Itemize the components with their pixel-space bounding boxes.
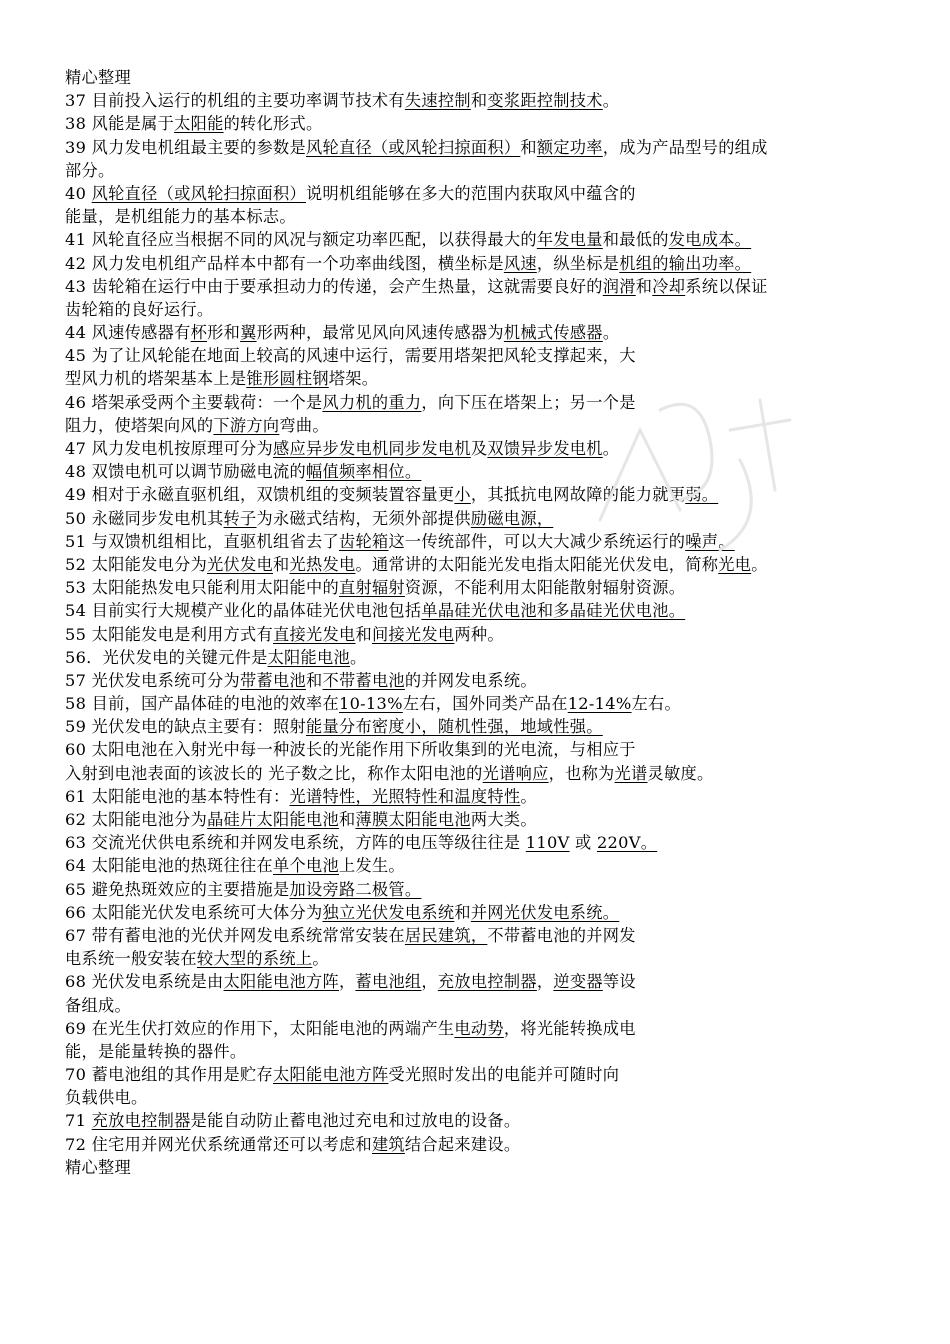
document-page — [65, 66, 895, 1179]
answer-underlined: 弱。 — [685, 485, 719, 505]
line-text: 。 — [602, 439, 620, 458]
text-line — [65, 623, 895, 646]
answer-underlined: 下游方向 — [213, 415, 280, 435]
answer-underlined: 失速控制 — [404, 91, 471, 111]
text-line — [65, 367, 895, 390]
text-line — [65, 1040, 895, 1063]
line-text: 52 太阳能发电分为 — [65, 554, 208, 574]
line-text: 48 双馈电机可以调节励磁电流的 — [65, 462, 306, 482]
line-text: 。通常讲的太阳能光发电指太阳能光伏发电，简称 — [355, 554, 719, 574]
line-text: 50 永磁同步发电机其 — [65, 508, 224, 528]
line-text: 69 在光生伏打效应的作用下，太阳能电池的两端产生 — [65, 1018, 455, 1038]
answer-underlined: 杯 — [190, 323, 208, 343]
answer-underlined: 带蓄电池 — [240, 670, 306, 690]
line-text: 结合起来建设。 — [404, 1134, 521, 1154]
answer-underlined: 加设旁路二极管。 — [289, 879, 422, 899]
line-text: ，向下压在塔架上；另一个是 — [421, 392, 636, 412]
line-text: 。 — [312, 949, 329, 969]
answer-underlined: 蓄电池组 — [355, 972, 422, 992]
line-text: 两大类。 — [470, 810, 537, 829]
line-text: 形两种，最常见风向风速传感器为 — [256, 323, 504, 343]
line-text: 51 与双馈机组相比，直驱机组省去了 — [65, 531, 339, 551]
answer-underlined: 风力机的重力 — [322, 392, 422, 412]
text-line — [65, 553, 895, 576]
line-text: 。 — [602, 323, 620, 343]
line-text: 的并网发电系统。 — [404, 670, 537, 690]
page-footer: 精心整理 — [65, 1157, 131, 1177]
answer-underlined: 润滑 — [602, 276, 636, 296]
answer-underlined: 感应异步发电机同步发电机 — [273, 439, 471, 458]
line-text: 57 光伏发电系统可分为 — [65, 670, 241, 690]
line-text: 形和 — [207, 323, 241, 343]
line-text: 38 风能是属于 — [65, 114, 175, 134]
text-line — [65, 1086, 895, 1109]
line-text: 。 — [520, 786, 537, 806]
answer-underlined: 光热发电 — [289, 554, 356, 574]
line-text: 灵敏度。 — [647, 763, 714, 783]
line-text: 65 避免热斑效应的主要措施是 — [65, 879, 290, 899]
answer-underlined: 齿轮箱 — [338, 531, 389, 551]
text-line — [65, 159, 895, 182]
answer-underlined: 10-13% — [338, 694, 403, 714]
line-text: 负载供电。 — [65, 1088, 148, 1108]
answer-underlined: 单晶硅光伏电池和多晶硅光伏电池。 — [421, 601, 686, 621]
answer-underlined: 太阳能 — [174, 114, 224, 134]
line-text: 56．光伏发电的关键元件是 — [65, 647, 268, 667]
line-text: 这一传统部件，可以大大减少系统运行的 — [388, 531, 686, 551]
line-text: ，将光能转换成电 — [503, 1018, 636, 1038]
line-text: 67 带有蓄电池的光伏并网发电系统常常安装在 — [65, 925, 405, 945]
line-text: 58 目前，国产晶体硅的电池的效率在 — [65, 694, 339, 714]
line-text: 45 为了让风轮能在地面上较高的风速中运行，需要用塔架把风轮支撑起来，大 — [65, 346, 636, 366]
line-text: 受光照时发出的电能并可随时向 — [388, 1065, 620, 1085]
answer-underlined: 能量分布密度小，随机性强，地域性强。 — [305, 717, 603, 737]
text-line — [65, 831, 895, 854]
answer-underlined: 直射辐射 — [338, 578, 405, 598]
text-line — [65, 89, 895, 112]
line-text: 型风力机的塔架基本上是 — [65, 369, 247, 389]
line-text: 左右，国外同类产品在 — [402, 694, 568, 714]
text-line — [65, 136, 895, 159]
answer-underlined: 翼 — [240, 323, 257, 343]
line-text: 71 — [65, 1111, 92, 1131]
text-line — [65, 762, 895, 785]
line-text: 左右。 — [631, 694, 682, 714]
text-line — [65, 1017, 895, 1040]
line-text: 42 风力发电机组产品样本中都有一个功率曲线图，横坐标是 — [65, 253, 504, 273]
line-text: 备组成。 — [65, 995, 131, 1015]
line-text: 和 — [454, 902, 471, 922]
line-text: 阻力，使塔架向风的 — [65, 415, 214, 435]
line-text: 59 光伏发电的缺点主要有：照射 — [65, 717, 306, 737]
answer-underlined: 机组的输出功率。 — [619, 253, 752, 273]
text-line — [65, 576, 895, 599]
line-text: ，其抵抗电网故障的能力就更 — [470, 485, 686, 505]
text-line — [65, 854, 895, 877]
answer-underlined: 小 — [454, 485, 471, 505]
line-text: 和最低的 — [602, 230, 669, 250]
text-line — [65, 391, 895, 414]
line-text: 部分。 — [65, 160, 115, 180]
line-text: 61 太阳能电池的基本特性有： — [65, 786, 290, 806]
line-text: 能量，是机组能力的基本标志。 — [65, 207, 296, 227]
answer-underlined: 双馈异步发电机 — [487, 439, 603, 458]
text-line — [65, 785, 895, 808]
answer-underlined: 充放电控制器 — [91, 1111, 191, 1131]
line-text: 和 — [635, 276, 653, 296]
line-text: 和 — [338, 810, 356, 829]
answer-underlined: 并网光伏发电系统。 — [470, 902, 620, 922]
line-text: 或 — [569, 833, 597, 853]
line-text: 62 太阳能电池分为 — [65, 810, 208, 829]
line-text: 和 — [470, 91, 488, 111]
line-text: 41 风轮直径应当根据不同的风况与额定功率匹配，以获得最大的 — [65, 230, 537, 250]
answer-underlined: 太阳能电池方阵 — [223, 972, 339, 992]
line-text: 和 — [520, 137, 537, 157]
line-text: 齿轮箱的良好运行。 — [65, 299, 214, 319]
line-text: 等设 — [602, 972, 636, 992]
line-text: 44 风速传感器有 — [65, 323, 191, 343]
text-line — [65, 878, 895, 901]
line-text: 60 太阳电池在入射光中每一种波长的光能作用下所收集到的光电流，与相应于 — [65, 740, 636, 760]
text-line — [65, 414, 895, 437]
line-text: 塔架。 — [328, 369, 379, 389]
line-text: 68 光伏发电系统是由 — [65, 972, 224, 992]
line-text: 是能自动防止蓄电池过充电和过放电的设备。 — [190, 1111, 521, 1131]
answer-underlined: 风速 — [503, 253, 537, 273]
text-line — [65, 715, 895, 738]
line-text: 54 目前实行大规模产业化的晶体硅光伏电池包括 — [65, 601, 422, 621]
line-text: 66 太阳能光伏发电系统可大体分为 — [65, 902, 323, 922]
text-line — [65, 507, 895, 530]
line-text: 电系统一般安装在 — [65, 949, 197, 969]
question-list — [65, 89, 895, 1156]
line-text: 39 风力发电机组最主要的参数是 — [65, 137, 306, 157]
line-text: 两种。 — [454, 624, 504, 644]
answer-underlined: 12-14% — [567, 694, 632, 714]
line-text: 和 — [305, 670, 323, 690]
answer-underlined: 充放电控制器 — [437, 972, 537, 992]
answer-underlined: 励磁电源， — [470, 508, 554, 528]
text-line — [65, 530, 895, 553]
line-text: 。 — [602, 91, 620, 111]
line-text: ， — [421, 972, 438, 992]
text-line — [65, 252, 895, 275]
answer-underlined: 幅值频率相位。 — [305, 462, 422, 482]
answer-underlined: 年发电量 — [536, 230, 603, 250]
answer-underlined: 变浆距控制技术 — [487, 91, 603, 111]
line-text: ，也称为 — [548, 763, 615, 783]
line-text: 37 目前投入运行的机组的主要功率调节技术有 — [65, 91, 405, 111]
answer-underlined: 太阳能电池方阵 — [273, 1065, 389, 1085]
text-line — [65, 1109, 895, 1132]
text-line — [65, 599, 895, 622]
text-line — [65, 646, 895, 669]
text-line — [65, 808, 895, 831]
line-text: 47 风力发电机按原理可分为 — [65, 439, 274, 458]
line-text: 的转化形式。 — [223, 114, 323, 134]
line-text: ， — [338, 972, 356, 992]
answer-underlined: 直接光发电 — [273, 624, 356, 644]
answer-underlined: 光电 — [718, 554, 752, 574]
text-line — [65, 205, 895, 228]
line-text: 72 住宅用并网光伏系统通常还可以考虑和 — [65, 1134, 372, 1154]
line-text: 及 — [470, 439, 488, 458]
answer-underlined: 建筑 — [371, 1134, 405, 1154]
answer-underlined: 独立光伏发电系统 — [322, 902, 455, 922]
line-text: ，成为产品型号的组成 — [602, 137, 768, 157]
line-text: 能，是能量转换的器件。 — [65, 1041, 247, 1061]
line-text: 43 齿轮箱在运行中由于要承担动力的传递，会产生热量，这就需要良好的 — [65, 276, 603, 296]
answer-underlined: 风轮直径（或风轮扫掠面积） — [305, 137, 521, 157]
answer-underlined: 发电成本。 — [668, 230, 752, 250]
line-text: 49 相对于永磁直驱机组，双馈机组的变频装置容量更 — [65, 485, 455, 505]
line-text: 53 太阳能热发电只能利用太阳能中的 — [65, 578, 339, 598]
line-text: 不带蓄电池的并网发 — [487, 925, 636, 945]
text-line — [65, 112, 895, 135]
text-line — [65, 1063, 895, 1086]
line-text: 说明机组能够在多大的范围内获取风中蕴含的 — [306, 183, 636, 203]
answer-underlined: 不带蓄电池 — [322, 670, 405, 690]
line-text: 上发生。 — [338, 856, 405, 876]
page-header: 精心整理 — [65, 68, 131, 87]
answer-underlined: 居民建筑， — [404, 925, 488, 945]
line-text: 55 太阳能发电是利用方式有 — [65, 624, 274, 644]
text-line — [65, 738, 895, 761]
line-text: 弯曲。 — [279, 415, 329, 435]
text-line — [65, 460, 895, 483]
answer-underlined: 110V — [525, 833, 570, 853]
text-line — [65, 275, 895, 298]
line-text: 。 — [751, 554, 768, 574]
text-line — [65, 344, 895, 367]
text-line — [65, 924, 895, 947]
line-text: 63 交流光伏供电系统和并网发电系统，方阵的电压等级往往是 — [65, 833, 526, 853]
answer-underlined: 220V。 — [596, 833, 658, 853]
answer-underlined: 逆变器 — [553, 972, 603, 992]
line-text: 64 太阳能电池的热斑往往在 — [65, 856, 274, 876]
answer-underlined: 太阳能电池 — [267, 647, 350, 667]
answer-underlined: 光伏发电 — [207, 554, 274, 574]
text-line — [65, 970, 895, 993]
text-line — [65, 669, 895, 692]
text-line — [65, 692, 895, 715]
text-line — [65, 298, 895, 321]
answer-underlined: 晶硅片太阳能电池 — [207, 810, 339, 829]
line-text: 系统以保证 — [685, 276, 768, 296]
line-text: 和 — [273, 554, 290, 574]
line-text: 46 塔架承受两个主要载荷：一个是 — [65, 392, 323, 412]
line-text: 。 — [350, 647, 367, 667]
line-text: 40 — [65, 183, 92, 203]
text-line — [65, 994, 895, 1017]
line-text: 和 — [355, 624, 372, 644]
answer-underlined: 风轮直径（或风轮扫掠面积） — [91, 183, 306, 203]
line-text: 70 蓄电池组的其作用是贮存 — [65, 1065, 274, 1085]
text-line — [65, 228, 895, 251]
line-text: ，纵坐标是 — [536, 253, 620, 273]
line-text: ， — [536, 972, 554, 992]
line-text: 为永磁式结构，无须外部提供 — [256, 508, 471, 528]
answer-underlined: 额定功率 — [536, 137, 603, 157]
answer-underlined: 单个电池 — [273, 856, 339, 876]
text-line — [65, 901, 895, 924]
answer-underlined: 光谱 — [614, 763, 648, 783]
answer-underlined: 光谱特性，光照特性和温度特性 — [289, 786, 521, 806]
answer-underlined: 冷却 — [652, 276, 686, 296]
answer-underlined: 锥形圆柱钢 — [246, 369, 329, 389]
answer-underlined: 转子 — [223, 508, 257, 528]
answer-underlined: 间接光发电 — [371, 624, 455, 644]
text-line — [65, 182, 895, 205]
text-line — [65, 483, 895, 506]
answer-underlined: 薄膜太阳能电池 — [355, 810, 471, 829]
line-text: 资源，不能利用太阳能散射辐射资源。 — [404, 578, 686, 598]
text-line — [65, 437, 895, 460]
line-text: 入射到电池表面的该波长的 光子数之比，称作太阳电池的 — [65, 763, 483, 783]
answer-underlined: 光谱响应 — [482, 763, 549, 783]
text-line — [65, 947, 895, 970]
answer-underlined: 噪声。 — [685, 531, 735, 551]
answer-underlined: 较大型的系统上 — [196, 949, 313, 969]
text-line — [65, 321, 895, 344]
text-line — [65, 1133, 895, 1156]
answer-underlined: 电动势 — [454, 1018, 504, 1038]
answer-underlined: 机械式传感器 — [503, 323, 603, 343]
